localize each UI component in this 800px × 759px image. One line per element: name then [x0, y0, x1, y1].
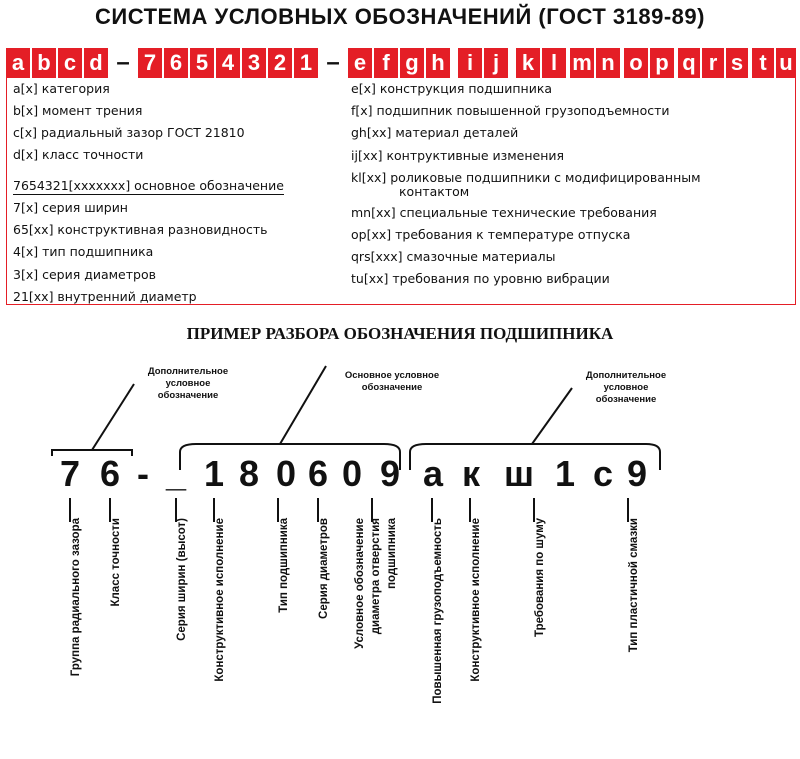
example-subtitle: ПРИМЕР РАЗБОРА ОБОЗНАЧЕНИЯ ПОДШИПНИКА	[186, 324, 614, 343]
legend-item-ij: ij[xx] контруктивные изменения	[351, 148, 565, 163]
code-cell-f: f	[374, 48, 398, 78]
code-cell-d: d	[84, 48, 108, 78]
code-cell-i: i	[458, 48, 482, 78]
code-cell-t: t	[752, 48, 774, 78]
code-cell-h: h	[426, 48, 450, 78]
legend-item-gh: gh[xx] материал деталей	[351, 125, 519, 140]
designation-char: 7	[59, 453, 81, 494]
code-cell-o: o	[624, 48, 648, 78]
legend-item-main: 7654321[xxxxxxx] основное обозначение	[13, 178, 284, 193]
designation-char: ш	[504, 453, 535, 494]
label-design-execution: Конструктивное исполнение	[470, 518, 482, 682]
legend-item-4: 4[x] тип подшипника	[13, 244, 154, 259]
note-main: Основное условное обозначение	[344, 370, 440, 393]
designation-char: -	[137, 453, 149, 494]
code-cell-n: n	[596, 48, 620, 78]
code-cell-m: m	[570, 48, 594, 78]
code-cell-k: k	[516, 48, 540, 78]
code-cell-c: c	[58, 48, 82, 78]
label-bearing-type: Тип подшипника	[278, 518, 290, 613]
label-grease-type: Тип пластичной смазки	[628, 518, 640, 653]
bracket-left	[52, 384, 134, 456]
designation-char: 9	[379, 453, 401, 494]
legend-item-a: a[x] категория	[13, 81, 110, 96]
label-noise-requirements: Требования по шуму	[534, 518, 546, 637]
legend-box	[6, 78, 796, 305]
legend-item-mn: mn[xx] специальные технические требования	[351, 205, 657, 220]
legend-item-21: 21[xx] внутренний диаметр	[13, 289, 197, 304]
label-bore-code-3: подшипника	[386, 518, 398, 589]
label-bore-code-1: Условное обозначение	[354, 518, 366, 649]
code-cell-4: 4	[216, 48, 240, 78]
label-diameter-series: Серия диаметров	[318, 518, 330, 619]
legend-item-f: f[x] подшипник повышенной грузоподъемности	[351, 103, 670, 118]
designation-char: 0	[341, 453, 363, 494]
legend-item-d: d[x] класс точности	[13, 147, 144, 162]
code-cell-7: 7	[138, 48, 162, 78]
label-design-variant: Конструктивное исполнение	[214, 518, 226, 682]
code-cell-5: 5	[190, 48, 214, 78]
designation-char: 9	[626, 453, 648, 494]
note-additional-left: Дополнительное условное обозначение	[147, 366, 229, 401]
legend-item-e: e[x] конструкция подшипника	[351, 81, 553, 96]
designation-code-strip	[6, 48, 796, 78]
designation-char: 6	[99, 453, 121, 494]
legend-item-7: 7[x] серия ширин	[13, 200, 128, 215]
legend-item-kl-cont: контактом	[399, 184, 470, 199]
label-increased-load: Повышенная грузоподъемность	[432, 518, 444, 704]
legend-item-65: 65[xx] конструктивная разновидность	[13, 222, 268, 237]
designation-char: с	[592, 453, 614, 494]
code-cell-l: l	[542, 48, 566, 78]
page-title: СИСТЕМА УСЛОВНЫХ ОБОЗНАЧЕНИЙ (ГОСТ 3189-89)	[95, 4, 705, 29]
code-cell-j: j	[484, 48, 508, 78]
code-cell-g: g	[400, 48, 424, 78]
note-additional-right: Дополнительное условное обозначение	[585, 370, 667, 405]
code-cell-a: a	[6, 48, 30, 78]
designation-char: _	[165, 453, 187, 494]
designation-char: к	[461, 453, 481, 494]
code-cell-r: r	[702, 48, 724, 78]
designation-char: 6	[307, 453, 329, 494]
code-cell-s: s	[726, 48, 748, 78]
code-cell-q: q	[678, 48, 700, 78]
legend-item-c: c[x] радиальный зазор ГОСТ 21810	[13, 125, 245, 140]
code-cell-e: e	[348, 48, 372, 78]
designation-char: 1	[203, 453, 225, 494]
label-radial-clearance: Группа радиального зазора	[70, 518, 82, 677]
code-cell-u: u	[776, 48, 796, 78]
legend-item-tu: tu[xx] требования по уровню вибрации	[351, 271, 610, 286]
legend-item-op: op[xx] требования к температуре отпуска	[351, 227, 631, 242]
code-cell-3: 3	[242, 48, 266, 78]
code-dash-1: –	[116, 49, 130, 76]
code-cell-1: 1	[294, 48, 318, 78]
designation-char: 0	[275, 453, 297, 494]
designation-char: 1	[554, 453, 576, 494]
label-bore-code-2: диаметра отверстия	[370, 518, 382, 635]
code-cell-b: b	[32, 48, 56, 78]
code-dash-2: –	[326, 49, 340, 76]
legend-item-b: b[x] момент трения	[13, 103, 143, 118]
label-width-series: Серия ширин (высот)	[176, 518, 188, 641]
label-accuracy-class: Класс точности	[110, 518, 122, 607]
code-cell-p: p	[650, 48, 674, 78]
legend-item-3: 3[x] серия диаметров	[13, 267, 156, 282]
code-cell-2: 2	[268, 48, 292, 78]
code-cell-6: 6	[164, 48, 188, 78]
legend-item-kl: kl[xx] роликовые подшипники с модифицированным	[351, 170, 701, 185]
designation-char: 8	[238, 453, 260, 494]
designation-char: а	[422, 453, 444, 494]
legend-item-qrs: qrs[xxx] смазочные материалы	[351, 249, 556, 264]
